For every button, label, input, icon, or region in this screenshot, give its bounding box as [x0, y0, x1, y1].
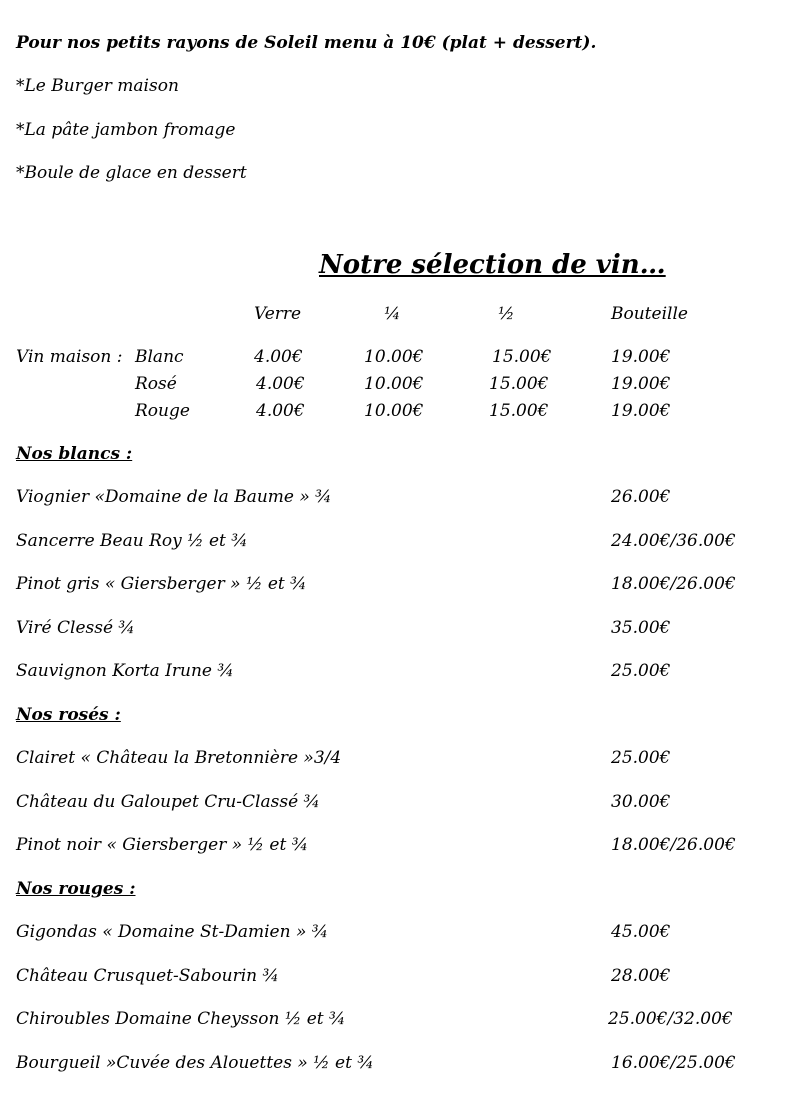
wine-name: Bourgueil »Cuvée des Alouettes » ½ et ¾: [16, 1053, 374, 1073]
section-title-blancs: Nos blancs :: [16, 444, 133, 464]
house-wine-color: Rouge: [135, 401, 190, 421]
wine-name: Pinot gris « Giersberger » ½ et ¾: [16, 574, 307, 594]
wine-price: 45.00€: [611, 922, 671, 942]
house-wine-label: Vin maison :: [16, 347, 123, 367]
house-wine-price: 19.00€: [611, 347, 671, 367]
wine-name: Viognier «Domaine de la Baume » ¾: [16, 487, 332, 507]
kids-menu-item: *Boule de glace en dessert: [16, 163, 247, 183]
house-wine-price: 15.00€: [492, 347, 552, 367]
house-wine-price: 4.00€: [254, 347, 303, 367]
wine-price: 18.00€/26.00€: [611, 574, 736, 594]
house-wine-price: 15.00€: [489, 401, 549, 421]
wine-price: 25.00€: [611, 748, 671, 768]
wine-name: Sancerre Beau Roy ½ et ¾: [16, 531, 248, 551]
column-header-half: ½: [498, 304, 515, 324]
house-wine-price: 15.00€: [489, 374, 549, 394]
wine-price: 16.00€/25.00€: [611, 1053, 736, 1073]
wine-price: 35.00€: [611, 618, 671, 638]
house-wine-price: 4.00€: [256, 401, 305, 421]
wine-name: Sauvignon Korta Irune ¾: [16, 661, 234, 681]
section-title-rouges: Nos rouges :: [16, 879, 136, 899]
wine-price: 18.00€/26.00€: [611, 835, 736, 855]
wine-price: 28.00€: [611, 966, 671, 986]
wine-name: Chiroubles Domaine Cheysson ½ et ¾: [16, 1009, 346, 1029]
kids-menu-heading: Pour nos petits rayons de Soleil menu à 10€ (plat + dessert).: [16, 33, 597, 53]
wine-name: Château du Galoupet Cru-Classé ¾: [16, 792, 321, 812]
wine-name: Gigondas « Domaine St-Damien » ¾: [16, 922, 329, 942]
house-wine-price: 10.00€: [364, 401, 424, 421]
wine-selection-title: Notre sélection de vin…: [319, 250, 666, 280]
wine-name: Pinot noir « Giersberger » ½ et ¾: [16, 835, 309, 855]
wine-name: Château Crusquet-Sabourin ¾: [16, 966, 279, 986]
kids-menu-item: *Le Burger maison: [16, 76, 179, 96]
column-header-quarter: ¼: [384, 304, 401, 324]
wine-price: 25.00€/32.00€: [608, 1009, 733, 1029]
house-wine-price: 10.00€: [364, 347, 424, 367]
house-wine-color: Rosé: [135, 374, 177, 394]
column-header-bouteille: Bouteille: [611, 304, 688, 324]
wine-price: 24.00€/36.00€: [611, 531, 736, 551]
wine-price: 26.00€: [611, 487, 671, 507]
section-title-roses: Nos rosés :: [16, 705, 121, 725]
wine-price: 30.00€: [611, 792, 671, 812]
house-wine-price: 19.00€: [611, 401, 671, 421]
wine-name: Clairet « Château la Bretonnière »3/4: [16, 748, 342, 768]
house-wine-price: 4.00€: [256, 374, 305, 394]
house-wine-price: 10.00€: [364, 374, 424, 394]
column-header-verre: Verre: [254, 304, 302, 324]
wine-price: 25.00€: [611, 661, 671, 681]
wine-name: Viré Clessé ¾: [16, 618, 135, 638]
kids-menu-item: *La pâte jambon fromage: [16, 120, 236, 140]
house-wine-price: 19.00€: [611, 374, 671, 394]
house-wine-color: Blanc: [135, 347, 184, 367]
